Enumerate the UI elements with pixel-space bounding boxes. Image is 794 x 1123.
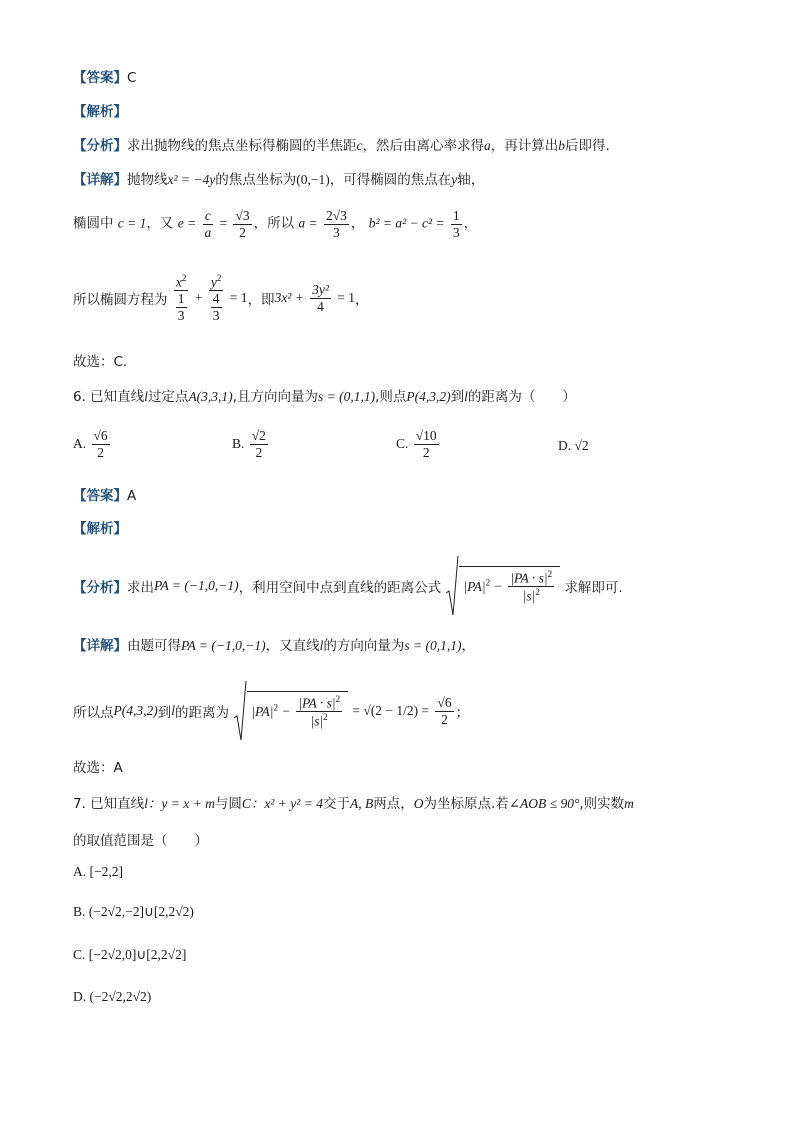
b-squared: b² = a² − c² = (368, 215, 445, 231)
text: ，又 (146, 215, 174, 232)
q6-option-c[interactable] (396, 428, 441, 460)
fraction-sqrt3-over-2: $\frac{√3}{2}$ (235, 208, 250, 240)
circle-equation: C：x² + y² = 4 (241, 796, 323, 811)
text: 求解即可. (564, 580, 623, 596)
option-label: C. (396, 436, 409, 452)
q6-answer-line (73, 484, 136, 504)
option-value: [−2√2,0]∪[2,2√2] (88, 947, 187, 962)
q6-analysis-line (73, 517, 127, 537)
q6-option-b[interactable] (232, 428, 270, 460)
var-l: l (171, 703, 176, 718)
stem-text: 的取值范围是（ ） (73, 833, 208, 849)
option-label: C. (73, 947, 86, 962)
option-value: (−2√2,−2]∪[2,2√2) (88, 904, 194, 919)
distance-formula: $|PA|^2$ − $\frac{|PA \cdot s|^2}{|s|^2}$ (233, 680, 348, 742)
text: ， (461, 638, 475, 654)
equals-one: = 1 (337, 290, 355, 306)
q6-xiangjie-line (73, 634, 475, 654)
choose-text: 故选：C． (73, 354, 137, 370)
fraction-1-over-3: $\frac{1}{3}$ (452, 208, 460, 240)
point-O: O (413, 796, 424, 811)
stem-text: 为坐标原点.若 (423, 796, 509, 812)
fraction-c-over-a: $\frac{c}{a}$ (204, 208, 212, 240)
stem-text: 与圆 (214, 796, 242, 812)
option-value: (−2√2,2√2) (89, 989, 152, 1004)
option-value: $\frac{√6}{2}$ (93, 428, 108, 460)
axis-y: y (451, 172, 458, 187)
fenxi-text: ，然后由离心率求得 (362, 138, 484, 154)
analysis-tag: 【解析】 (73, 104, 127, 120)
var-m: m (624, 796, 634, 811)
answer-tag: 【答案】 (73, 488, 127, 504)
var-c: c (356, 138, 363, 153)
fenxi-text: 求出抛物线的焦点坐标得椭圆的半焦距 (127, 138, 357, 154)
equals-one: = 1 (229, 290, 248, 306)
text: 所以点 (73, 705, 114, 721)
fraction-2sqrt3-over-3: $\frac{2√3}{3}$ (325, 208, 347, 240)
xiangjie-tag: 【详解】 (73, 172, 127, 188)
fenxi-text: 后即得． (565, 138, 619, 154)
text: 求出 (127, 580, 154, 596)
q7-option-b[interactable] (73, 904, 194, 920)
q6-option-d[interactable] (558, 438, 589, 454)
text: 椭圆中 (73, 215, 114, 232)
option-label: A. (73, 436, 87, 452)
q5-fenxi-line (73, 134, 619, 154)
option-label: A. (73, 864, 87, 879)
text: ，利用空间中点到直线的距离公式 (238, 580, 442, 596)
vector-s: s = (0,1,1) (317, 389, 376, 404)
vector-PA: PA = (−1,0,−1) (181, 638, 266, 653)
focus-coordinate: (0,−1) (296, 172, 330, 187)
option-value: $\frac{√2}{2}$ (251, 428, 266, 460)
distance-equation: = √(2 − 1/2) = (352, 703, 430, 718)
answer-tag: 【答案】 (73, 70, 127, 86)
q6-fenxi-line (73, 555, 623, 617)
stem-text: 两点， (373, 796, 414, 812)
text: 的距离为 (175, 705, 230, 721)
fraction-y2-over-4-3: $\frac{y^2}{\frac{4}{3}}$ (210, 273, 222, 323)
var-a: a (484, 138, 491, 153)
option-label: B. (232, 436, 245, 452)
distance-result: $\frac{√6}{2}$ (437, 694, 452, 727)
var-b: b (558, 138, 565, 153)
text: 的方向向量为 (323, 638, 405, 654)
stem-text: 过定点 (147, 389, 189, 405)
stem-text: ,则实数 (579, 796, 625, 812)
option-value: [−2,2] (89, 864, 123, 879)
q7-option-a[interactable] (73, 864, 123, 880)
a-label: a = (298, 215, 318, 231)
equation-part: 3x² + (274, 290, 304, 306)
parabola-equation: x² = −4y (167, 172, 216, 187)
point-P: P(4,3,2) (113, 703, 158, 718)
text: ，又直线 (265, 638, 320, 654)
text: ，所以 (253, 215, 295, 232)
var-l: l (464, 389, 468, 404)
fenxi-text: ，再计算出 (490, 138, 559, 154)
stem-text: 交于 (322, 796, 350, 812)
q5-equation-line: 所以椭圆方程为 $\frac{x^2}{\frac{1}{3}}$ + $\frac{y^2}{\frac{4}{3}}$ = 1，即3x² + $\frac{\text{3y²}}{4}$ = 1， (73, 273, 369, 323)
q6-distance-line (73, 680, 469, 742)
q7-stem-line2 (73, 829, 208, 849)
stem-text: ,且方向向量为 (232, 389, 318, 405)
var-l: l (144, 389, 148, 404)
xiangjie-text: 轴， (457, 172, 485, 188)
stem-text: 7. 已知直线 (73, 796, 145, 812)
option-label: B. (73, 904, 86, 919)
vector-s: s = (0,1,1) (404, 638, 462, 653)
line-equation: l：y = x + m (144, 796, 215, 811)
distance-formula: $|PA|^2$ − $\frac{|PA \cdot s|^2}{|s|^2}$ (445, 555, 560, 617)
xiangjie-text: ，可得椭圆的焦点在 (329, 172, 452, 188)
q7-option-c[interactable] (73, 947, 186, 963)
text: ； (455, 705, 470, 721)
fraction-x2-over-1-3: $\frac{x^2}{\frac{1}{3}}$ (175, 273, 187, 323)
q7-stem (73, 792, 634, 812)
e-label: e = (177, 215, 197, 231)
point-A: A(3,3,1) (188, 389, 233, 404)
text: 由题可得 (127, 638, 181, 654)
stem-text: ,则点 (375, 389, 407, 405)
answer-value: A (127, 488, 137, 504)
option-label: D. (73, 989, 87, 1004)
option-value: √2 (574, 438, 589, 453)
q5-ellipse-line: 椭圆中 c = 1，又 e = $\frac{c}{a}$ = $\frac{√3}{2}$ ，所以 a = $\frac{2√3}{3}$ ， b² = a² − c² = $\frac{1}{3}$ ， (73, 208, 478, 240)
xiangjie-text: 的焦点坐标为 (215, 172, 297, 188)
option-value: $\frac{√10}{2}$ (415, 428, 437, 460)
fenxi-tag: 【分析】 (73, 580, 127, 596)
xiangjie-tag: 【详解】 (73, 638, 127, 654)
stem-text: 6. 已知直线 (73, 389, 145, 405)
fraction-3y2-over-4: $\frac{\text{3y²}}{4}$ (312, 282, 329, 314)
text: ，即 (247, 292, 275, 309)
option-label: D. (558, 438, 572, 453)
stem-text: 到 (450, 389, 465, 405)
choose-text: 故选：A (73, 760, 123, 776)
answer-value: C (127, 70, 137, 86)
q5-analysis-line (73, 100, 127, 120)
q5-xiangjie-line (73, 168, 484, 188)
vector-PA: PA = (−1,0,−1) (154, 578, 239, 593)
var-l: l (319, 638, 324, 653)
fenxi-tag: 【分析】 (73, 138, 127, 154)
xiangjie-text: 抛物线 (127, 172, 168, 188)
q5-choose (73, 350, 136, 370)
point-P: P(4,3,2) (406, 389, 451, 404)
stem-text: 的距离为（ ） (467, 389, 576, 405)
q6-choose (73, 756, 123, 776)
q7-option-d[interactable] (73, 989, 151, 1005)
c-value: c = 1 (117, 215, 147, 231)
q5-answer-line (73, 66, 136, 86)
text: 所以椭圆方程为 (73, 292, 168, 309)
q6-option-a[interactable] (73, 428, 112, 460)
q6-stem (73, 385, 576, 405)
points-AB: A, B (349, 796, 374, 811)
analysis-tag: 【解析】 (73, 521, 127, 537)
angle-condition: ∠AOB ≤ 90° (508, 796, 580, 811)
text: 到 (157, 705, 172, 721)
